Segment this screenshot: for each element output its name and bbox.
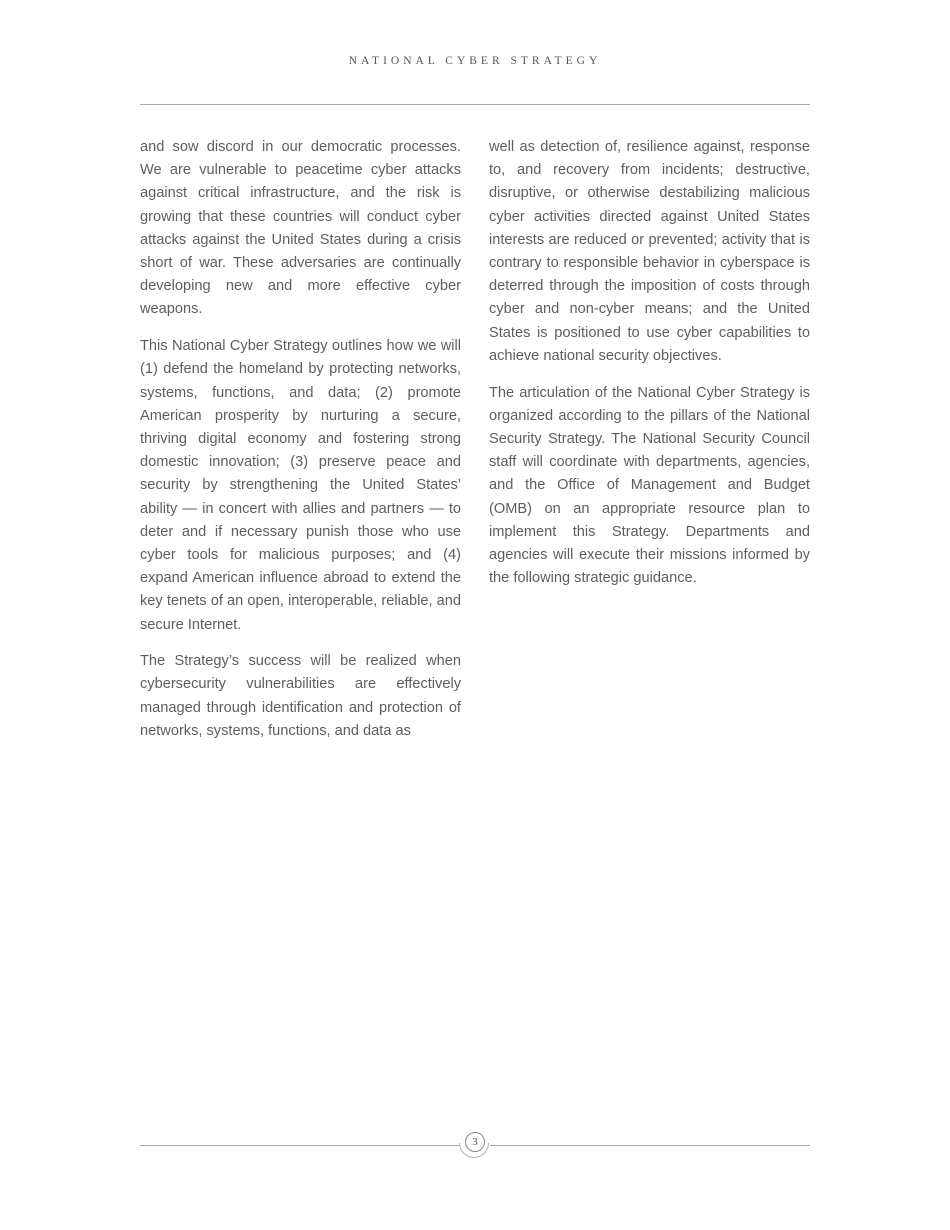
paragraph: This National Cyber Strategy outlines how we will (1) defend the homeland by protecting networks, systems, functions, and data; (2) promote American prosperity by nurturing a secure, thriving digital economy and fostering strong domestic innovation; (3) preserve peace and security by strengthening the United States’ ability — in concert with allies and partners — to deter and if necessary punish those who use cyber tools for malicious purposes; and (4) expand American influence abroad to extend the key tenets of an open, interoperable, reliable, and secure Internet. [140,338,461,633]
page-number: 3 [465,1132,485,1152]
paragraph: and sow discord in our democratic processes. We are vulnerable to peacetime cyber attacks against critical infrastructure, and the risk is growing that these countries will conduct cyber attacks against the United States during a crisis short of war. These adversaries are continually developing new and more effective cyber weapons. [140,139,461,318]
left-column [140,136,461,757]
running-header: NATIONAL CYBER STRATEGY [348,55,602,67]
footer-divider-left [140,1145,460,1146]
header-divider [140,104,810,105]
paragraph: well as detection of, resilience against, response to, and recovery from incidents; destructive, disruptive, or otherwise destabilizing malicious cyber activities directed against United States interests are reduced or prevented; activity that is contrary to responsible behavior in cyberspace is deterred through the imposition of costs through cyber and non-cyber means; and the United States is positioned to use cyber capabilities to achieve national security objectives. [489,139,810,364]
right-column [489,136,810,604]
paragraph: The articulation of the National Cyber Strategy is organized according to the pillars of the National Security Strategy. The National Security Council staff will coordinate with departments, agencies, and the Office of Management and Budget (OMB) on an appropriate resource plan to implement this Strategy. Departments and agencies will execute their missions informed by the following strategic guidance. [489,384,810,587]
paragraph: The Strategy’s success will be realized when cybersecurity vulnerabilities are effectively managed through identification and protection of networks, systems, functions, and data as [140,653,461,739]
footer-divider-right [490,1145,810,1146]
